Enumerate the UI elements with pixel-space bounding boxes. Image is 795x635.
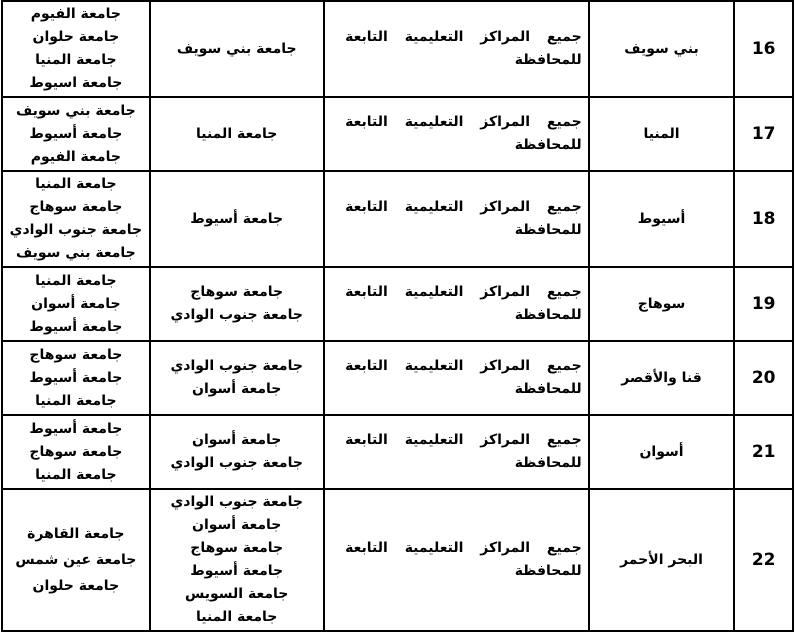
governorate-cell — [589, 267, 735, 341]
governorate-cell — [589, 1, 735, 97]
governorate-name: بني سويف — [624, 40, 699, 57]
centers-text-continued: للمحافظة — [514, 455, 582, 471]
row-number: 22 — [751, 549, 776, 570]
centers-text: جميع المراكز التعليمية التابعة — [345, 29, 582, 45]
row-number: 20 — [751, 367, 776, 388]
centers-cell — [324, 415, 589, 489]
row-number-cell — [734, 97, 793, 171]
alternative-university: جامعة المنيا — [35, 392, 117, 409]
alternative-university: جامعة بني سويف — [15, 245, 136, 261]
alternative-universities-cell — [2, 267, 150, 341]
primary-university: جامعة سوهاج — [190, 284, 284, 300]
alternative-university: جامعة بني سويف — [15, 102, 136, 119]
primary-university-cell — [150, 341, 324, 415]
alternative-university: جامعة جنوب الوادي — [9, 222, 143, 238]
alternative-universities-cell — [2, 97, 150, 171]
primary-university: جامعة السويس — [184, 586, 289, 602]
alternative-university: جامعة سوهاج — [29, 443, 123, 460]
governorate-name: المنيا — [643, 125, 680, 142]
alternative-university: جامعة القاهرة — [27, 526, 125, 542]
primary-university: جامعة سوهاج — [190, 540, 284, 556]
primary-university-cell — [150, 1, 324, 97]
primary-university: جامعة أسوان — [192, 517, 282, 533]
centers-text-continued: للمحافظة — [514, 307, 582, 323]
governorate-name: أسوان — [639, 443, 684, 460]
alternative-universities-cell — [2, 1, 150, 97]
governorate-cell — [589, 97, 735, 171]
row-number: 21 — [751, 441, 776, 462]
row-number: 19 — [751, 293, 776, 314]
alternative-university: جامعة أسيوط — [29, 125, 123, 142]
centers-cell — [324, 1, 589, 97]
primary-university: جامعة أسيوط — [190, 563, 284, 579]
primary-university-cell — [150, 489, 324, 631]
centers-cell — [324, 267, 589, 341]
governorate-name: سوهاج — [637, 295, 686, 312]
centers-text-continued: للمحافظة — [514, 137, 582, 153]
primary-university: جامعة المنيا — [195, 609, 278, 625]
centers-cell — [324, 489, 589, 631]
row-number: 17 — [751, 123, 776, 144]
row-number-cell — [734, 171, 793, 267]
alternative-university: جامعة المنيا — [35, 272, 117, 289]
table-row — [2, 267, 793, 341]
alternative-university: جامعة المنيا — [35, 52, 117, 68]
governorate-cell — [589, 489, 735, 631]
primary-university: جامعة أسيوط — [190, 210, 284, 227]
primary-university: جامعة جنوب الوادي — [170, 494, 303, 510]
table-row — [2, 489, 793, 631]
row-number-cell — [734, 415, 793, 489]
centers-text-continued: للمحافظة — [514, 52, 582, 68]
table-row — [2, 341, 793, 415]
primary-university: جامعة جنوب الوادي — [170, 307, 303, 323]
alternative-university: جامعة حلوان — [32, 578, 120, 594]
alternative-university: جامعة الفيوم — [30, 6, 121, 22]
primary-university-cell — [150, 171, 324, 267]
table-row — [2, 171, 793, 267]
centers-text: جميع المراكز التعليمية التابعة — [345, 114, 582, 130]
centers-text: جميع المراكز التعليمية التابعة — [345, 540, 582, 556]
centers-text-continued: للمحافظة — [514, 381, 582, 397]
centers-text-continued: للمحافظة — [514, 222, 582, 238]
centers-text: جميع المراكز التعليمية التابعة — [345, 358, 582, 374]
governorate-cell — [589, 171, 735, 267]
primary-university: جامعة جنوب الوادي — [170, 455, 303, 471]
primary-university: جامعة جنوب الوادي — [170, 358, 303, 374]
governorate-cell — [589, 341, 735, 415]
row-number-cell — [734, 267, 793, 341]
centers-text: جميع المراكز التعليمية التابعة — [345, 284, 582, 300]
alternative-university: جامعة عين شمس — [15, 552, 137, 568]
centers-cell — [324, 341, 589, 415]
centers-text: جميع المراكز التعليمية التابعة — [345, 432, 582, 448]
centers-text-continued: للمحافظة — [514, 563, 582, 579]
alternative-university: جامعة سوهاج — [29, 346, 123, 363]
alternative-university: جامعة أسوان — [31, 295, 121, 312]
alternative-universities-cell — [2, 171, 150, 267]
table-row — [2, 1, 793, 97]
primary-university: جامعة بني سويف — [176, 40, 297, 57]
alternative-university: جامعة سوهاج — [29, 199, 123, 215]
alternative-university: جامعة أسيوط — [29, 318, 123, 335]
alternative-university: جامعة أسيوط — [29, 420, 123, 437]
row-number-cell — [734, 1, 793, 97]
row-number: 16 — [751, 38, 776, 59]
alternative-universities-cell — [2, 489, 150, 631]
alternative-university: جامعة الفيوم — [30, 148, 121, 165]
primary-university: جامعة أسوان — [192, 432, 282, 448]
primary-university-cell — [150, 415, 324, 489]
governorate-name: قنا والأقصر — [621, 369, 702, 386]
row-number-cell — [734, 341, 793, 415]
alternative-university: جامعة حلوان — [32, 29, 120, 45]
alternative-university: جامعة المنيا — [35, 176, 117, 192]
alternative-universities-cell — [2, 341, 150, 415]
alternative-university: جامعة اسيوط — [29, 75, 123, 91]
centers-cell — [324, 171, 589, 267]
table-body — [2, 1, 793, 631]
primary-university: جامعة المنيا — [195, 125, 278, 142]
row-number: 18 — [751, 208, 776, 229]
centers-cell — [324, 97, 589, 171]
governorate-cell — [589, 415, 735, 489]
university-assignment-table — [1, 0, 794, 632]
governorate-name: أسيوط — [637, 210, 686, 227]
table-row — [2, 415, 793, 489]
centers-text: جميع المراكز التعليمية التابعة — [345, 199, 582, 215]
alternative-university: جامعة أسيوط — [29, 369, 123, 386]
table-row — [2, 97, 793, 171]
row-number-cell — [734, 489, 793, 631]
governorate-name: البحر الأحمر — [620, 551, 703, 568]
primary-university-cell — [150, 267, 324, 341]
primary-university-cell — [150, 97, 324, 171]
alternative-university: جامعة المنيا — [35, 466, 117, 483]
alternative-universities-cell — [2, 415, 150, 489]
primary-university: جامعة أسوان — [192, 381, 282, 397]
